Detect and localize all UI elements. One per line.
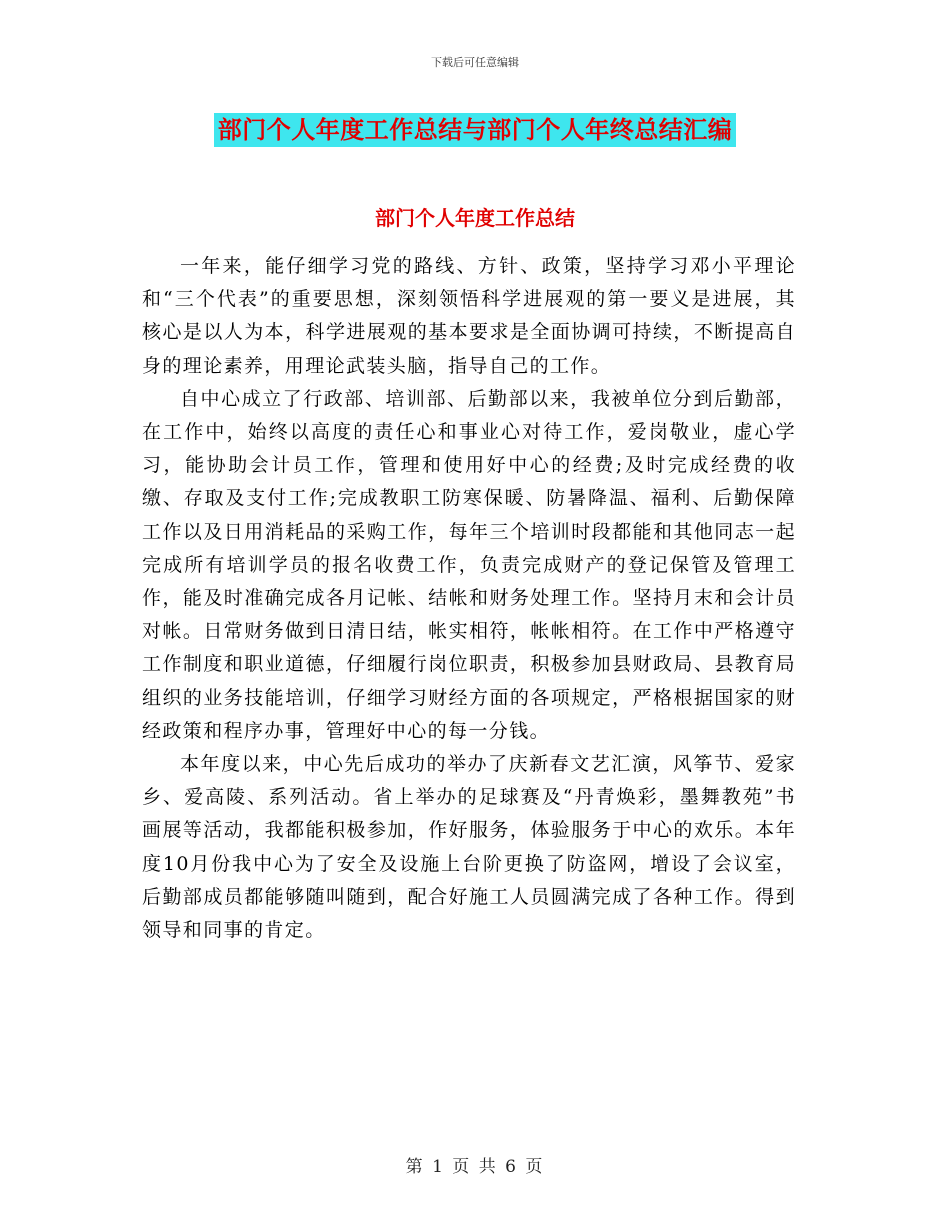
- main-title: 部门个人年度工作总结与部门个人年终总结汇编: [214, 113, 737, 147]
- paragraph-3: 本年度以来，中心先后成功的举办了庆新春文艺汇演，风筝节、爱家乡、爱高陵、系列活动。省上举办的足球赛及“丹青焕彩，墨舞教苑”书画展等活动，我都能积极参加，作好服务，体验服务于中心的欢乐。本年度10月份我中心为了安全及设施上台阶更换了防盗网，增设了会议室，后勤部成员都能够随叫随到，配合好施工人员圆满完成了各种工作。得到领导和同事的肯定。: [142, 753, 796, 942]
- paragraph-1: 一年来，能仔细学习党的路线、方针、政策，坚持学习邓小平理论和“三个代表”的重要思想，深刻领悟科学进展观的第一要义是进展，其核心是以人为本，科学进展观的基本要求是全面协调可持续，不断提高自身的理论素养，用理论武装头脑，指导自己的工作。: [142, 255, 796, 377]
- page-header-note: 下载后可任意编辑: [431, 56, 519, 69]
- main-title-container: [0, 113, 950, 147]
- paragraph-2: 自中心成立了行政部、培训部、后勤部以来，我被单位分到后勤部，在工作中，始终以高度的责任心和事业心对待工作，爱岗敬业，虚心学习，能协助会计员工作，管理和使用好中心的经费;及时完成经费的收缴、存取及支付工作;完成教职工防寒保暖、防暑降温、福利、后勤保障工作以及日用消耗品的采购工作，每年三个培训时段都能和其他同志一起完成所有培训学员的报名收费工作，负责完成财产的登记保管及管理工作，能及时准确完成各月记帐、结帐和财务处理工作。坚持月末和会计员对帐。日常财务做到日清日结，帐实相符，帐帐相符。在工作中严格遵守工作制度和职业道德，仔细履行岗位职责，积极参加县财政局、县教育局组织的业务技能培训，仔细学习财经方面的各项规定，严格根据国家的财经政策和程序办事，管理好中心的每一分钱。: [142, 387, 796, 742]
- page-footer-number: 第 1 页 共 6 页: [405, 1157, 545, 1177]
- document-body: [142, 250, 796, 947]
- section-title: 部门个人年度工作总结: [375, 206, 575, 230]
